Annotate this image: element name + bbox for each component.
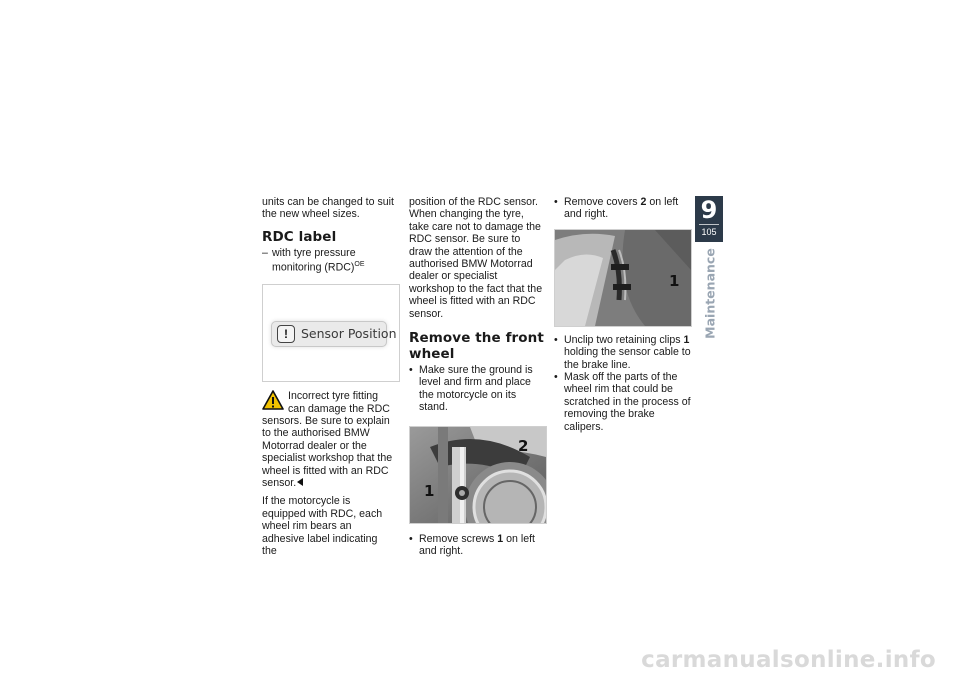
end-marker-icon	[297, 478, 303, 486]
step-bullet-unclip	[554, 334, 692, 371]
rdc-label-figure	[262, 284, 400, 382]
step-ref-number: 1	[683, 333, 690, 346]
bullet-mark: •	[554, 196, 558, 208]
page-number: 105	[701, 227, 717, 237]
step-text-mask: Mask off the parts of the wheel rim that could be scratched in the process of removing the brake calipers.	[564, 371, 691, 433]
sensor-cable-photo	[554, 229, 692, 327]
section-name: Maintenance	[702, 248, 718, 339]
step-ref-number: 2	[640, 196, 647, 208]
callout-2: 2	[518, 436, 529, 455]
paragraph-rdc-equipped: If the motorcycle is equipped with RDC, each wheel rim bears an adhesive label indicating the	[262, 495, 383, 558]
bullet-mark: •	[409, 532, 413, 545]
step-text-post: on left and right.	[419, 532, 536, 558]
callout-1: 1	[424, 481, 435, 500]
section-side-label	[700, 250, 720, 340]
step-bullet-stand	[409, 364, 545, 414]
chapter-tab	[695, 196, 723, 242]
sensor-position-text: Sensor Position	[301, 326, 397, 342]
bullet-mark: •	[409, 364, 413, 377]
column-2	[409, 196, 545, 558]
step-ref-number: 1	[497, 532, 504, 545]
column-3	[554, 196, 692, 433]
warning-text: Incorrect tyre fitting can damage the RDC sensors. Be sure to explain to the authorised BMW Motorrad dealer or the specialist workshop that the wheel is fitted with an RDC sensor.	[262, 390, 393, 489]
optional-equipment-line	[262, 247, 394, 274]
exclamation-icon: !	[277, 325, 295, 343]
bullet-mark: •	[554, 371, 558, 384]
bullet-mark: •	[554, 333, 558, 346]
step-text-pre: Remove screws	[419, 532, 498, 545]
step-bullet-remove-covers	[554, 196, 692, 221]
dash-mark: –	[262, 246, 268, 259]
sensor-position-label-image	[271, 321, 397, 347]
tab-divider	[699, 224, 719, 225]
section-heading-rdc-label: RDC label	[262, 228, 337, 245]
step-bullet-mask	[554, 371, 692, 433]
column-1	[262, 196, 397, 558]
step-text-pre: Remove covers	[564, 196, 641, 208]
step-text-post: on left and right.	[564, 196, 679, 221]
oe-superscript: OE	[354, 261, 365, 269]
step-bullet-remove-screws	[409, 533, 545, 558]
front-wheel-photo	[409, 426, 547, 524]
warning-block	[262, 390, 394, 489]
paragraph-rdc-sensor-position: position of the RDC sensor. When changing the tyre, take care not to damage the RDC sensor. Be sure to draw the attention of the authorised BMW Motorrad dealer or specialist workshop to the fact that the wheel is fitted with an RDC sensor.	[409, 196, 543, 320]
callout-1: 1	[669, 271, 680, 290]
section-heading-remove-front-wheel: Remove the front wheel	[409, 330, 544, 363]
step-text-post: holding the sensor cable to the brake line.	[564, 346, 691, 371]
warning-triangle-icon	[262, 390, 284, 410]
step-text-pre: Unclip two retaining clips	[564, 333, 684, 346]
step-text-stand: Make sure the ground is level and firm and place the motorcycle on its stand.	[419, 364, 533, 414]
optional-equipment-text: with tyre pressure monitoring (RDC)	[272, 246, 356, 274]
chapter-number: 9	[700, 196, 718, 224]
intro-text: units can be changed to suit the new wheel sizes.	[262, 196, 394, 221]
watermark: carmanualsonline.info	[641, 647, 936, 673]
